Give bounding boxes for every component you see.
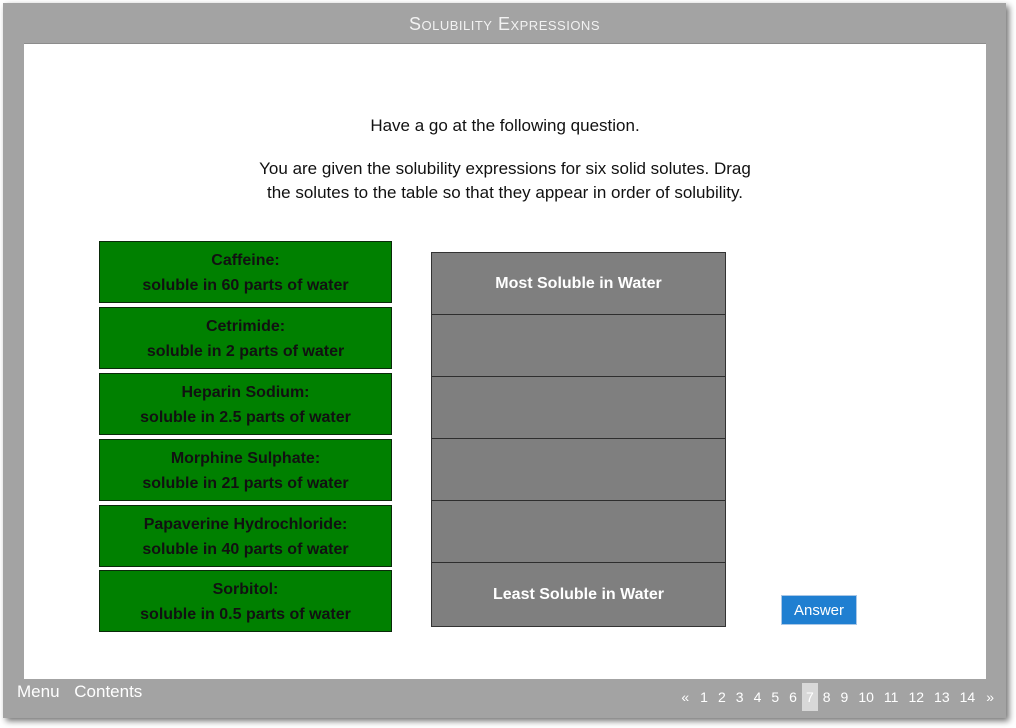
page-link-13[interactable]: 13 bbox=[934, 689, 950, 705]
solute-name: Papaverine Hydrochloride: bbox=[143, 516, 348, 533]
menu-link[interactable]: Menu bbox=[17, 682, 60, 701]
page-link-5[interactable]: 5 bbox=[771, 689, 780, 705]
solute-papaverine-hydrochloride[interactable] bbox=[99, 505, 392, 567]
solute-expression: soluble in 40 parts of water bbox=[142, 541, 349, 558]
next-page-icon[interactable]: » bbox=[986, 689, 994, 705]
solute-expression: soluble in 21 parts of water bbox=[142, 475, 349, 492]
table-drop-slot-4[interactable] bbox=[432, 439, 725, 501]
pagination bbox=[675, 683, 1000, 711]
solute-name: Caffeine: bbox=[211, 252, 280, 269]
page-link-1[interactable]: 1 bbox=[700, 689, 708, 705]
table-drop-slot-5[interactable] bbox=[432, 501, 725, 563]
page-link-6[interactable]: 6 bbox=[789, 689, 797, 705]
table-row-most-soluble[interactable] bbox=[432, 253, 725, 315]
solute-name: Morphine Sulphate: bbox=[170, 450, 321, 467]
contents-link[interactable]: Contents bbox=[74, 682, 143, 701]
solute-sorbitol[interactable] bbox=[99, 570, 392, 632]
solute-name: Sorbitol: bbox=[212, 581, 279, 598]
page-link-2[interactable]: 2 bbox=[717, 689, 726, 705]
solute-expression: soluble in 0.5 parts of water bbox=[140, 606, 351, 623]
page-link-7-current[interactable]: 7 bbox=[802, 683, 818, 711]
solubility-order-table bbox=[431, 252, 726, 627]
footer-nav bbox=[17, 681, 152, 703]
solute-heparin-sodium[interactable] bbox=[99, 373, 392, 435]
table-drop-slot-2[interactable] bbox=[432, 315, 725, 377]
most-soluble-label: Most Soluble in Water bbox=[495, 274, 662, 292]
solute-expression: soluble in 2 parts of water bbox=[146, 343, 345, 360]
page-link-10[interactable]: 10 bbox=[858, 689, 874, 705]
answer-button[interactable]: Answer bbox=[781, 595, 857, 625]
solute-name: Cetrimide: bbox=[205, 318, 286, 335]
table-drop-slot-3[interactable] bbox=[432, 377, 725, 439]
page-link-9[interactable]: 9 bbox=[840, 689, 849, 705]
least-soluble-label: Least Soluble in Water bbox=[493, 585, 664, 603]
solute-morphine-sulphate[interactable] bbox=[99, 439, 392, 501]
solute-name: Heparin Sodium: bbox=[181, 384, 310, 401]
table-row-least-soluble[interactable] bbox=[432, 563, 725, 626]
solute-expression: soluble in 2.5 parts of water bbox=[140, 409, 351, 426]
solute-caffeine[interactable] bbox=[99, 241, 392, 303]
solute-expression: soluble in 60 parts of water bbox=[142, 277, 349, 294]
prev-page-icon[interactable]: « bbox=[681, 689, 690, 705]
page-link-14[interactable]: 14 bbox=[959, 689, 976, 705]
question-text: You are given the solubility expressions for six solid solutes. Drag the solutes to the table so that they appear in order of solubility. bbox=[259, 159, 751, 202]
page-link-3[interactable]: 3 bbox=[735, 689, 744, 705]
page-title: Solubility Expressions bbox=[408, 14, 600, 34]
page-link-8[interactable]: 8 bbox=[822, 689, 831, 705]
page-link-12[interactable]: 12 bbox=[908, 689, 925, 705]
content-panel bbox=[24, 43, 986, 679]
app-frame bbox=[3, 3, 1006, 718]
solute-cetrimide[interactable] bbox=[99, 307, 392, 369]
page-link-4[interactable]: 4 bbox=[753, 689, 762, 705]
intro-text: Have a go at the following question. bbox=[370, 116, 640, 135]
page-link-11[interactable]: 11 bbox=[883, 689, 899, 705]
